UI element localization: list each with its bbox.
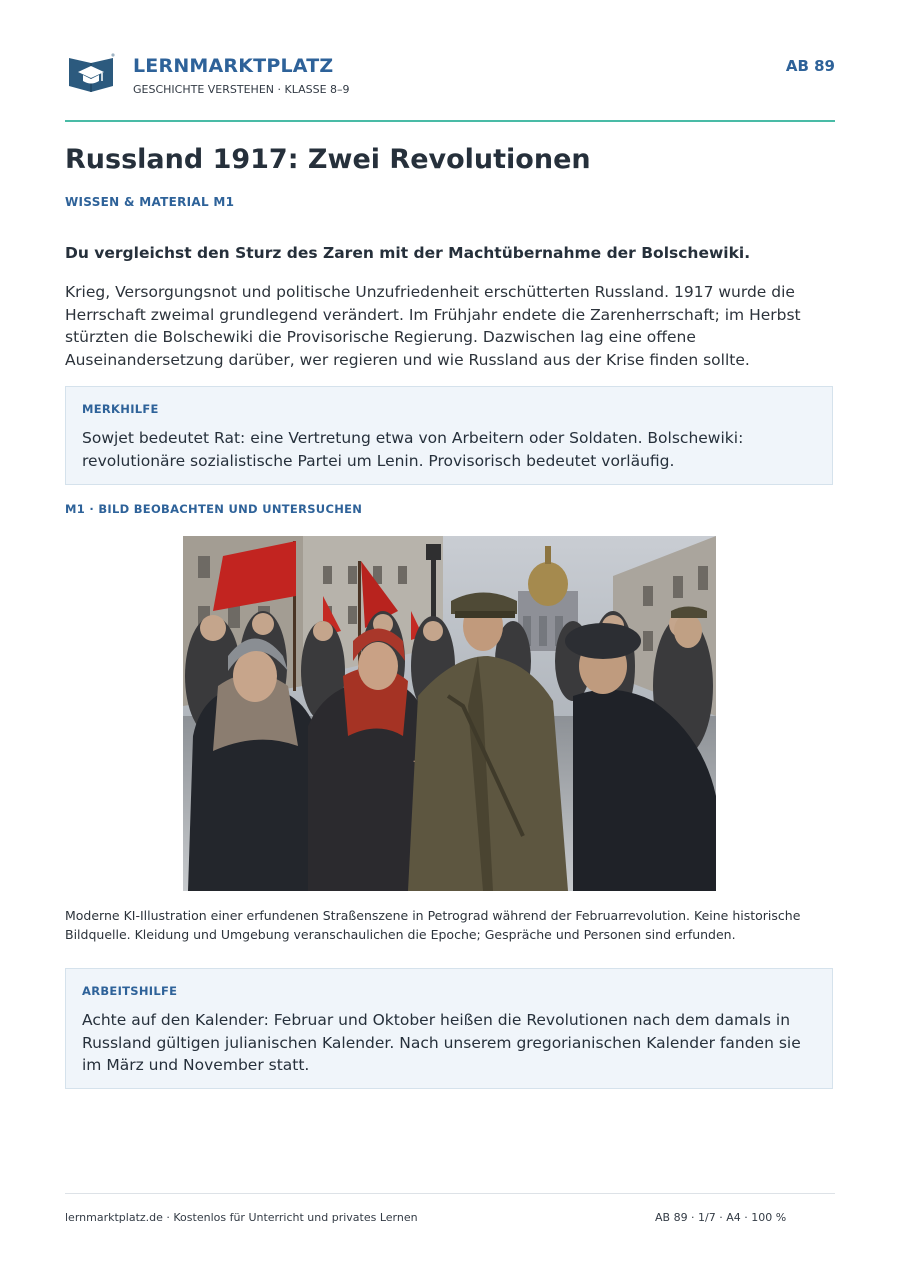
page-header — [65, 50, 835, 110]
page-title: Russland 1917: Zwei Revolutionen — [65, 144, 591, 175]
brand-name: LERNMARKTPLATZ — [133, 55, 334, 77]
section-tag: WISSEN & MATERIAL M1 — [65, 195, 235, 209]
graduation-cap-book-icon — [67, 52, 115, 94]
arbeitshilfe-text: Achte auf den Kalender: Februar und Oktober heißen die Revolutionen nach dem damals in Russland gültigen julianischen Kalender. Nach unserem gregorianischen Kalender fanden sie im März und November statt. — [82, 1011, 801, 1074]
petrograd-street-illustration — [183, 536, 716, 891]
brand-subtitle: GESCHICHTE VERSTEHEN · KLASSE 8–9 — [133, 83, 350, 96]
merkhilfe-text: Sowjet bedeutet Rat: eine Vertretung etwa von Arbeitern oder Soldaten. Bolschewiki: revolutionäre sozialistische Partei um Lenin. Provisorisch bedeutet vorläufig. — [82, 429, 744, 470]
m1-label: M1 · BILD BEOBACHTEN UND UNTERSUCHEN — [65, 502, 363, 516]
worksheet-code: AB 89 — [785, 57, 835, 75]
arbeitshilfe-label: ARBEITSHILFE — [82, 984, 178, 998]
footer-divider — [65, 1193, 835, 1194]
footer-site: lernmarktplatz.de · Kostenlos für Unterricht und privates Lernen — [65, 1211, 418, 1224]
image-caption: Moderne KI-Illustration einer erfundenen Straßenszene in Petrograd während der Februarrevolution. Keine historische Bildquelle. Kleidung und Umgebung veranschaulichen die Epoche; Gespräche und Personen sind erfunden. — [65, 908, 801, 942]
arbeitshilfe-box — [65, 968, 833, 1089]
lead-sentence: Du vergleichst den Sturz des Zaren mit der Machtübernahme der Bolschewiki. — [65, 244, 751, 262]
intro-paragraph: Krieg, Versorgungsnot und politische Unzufriedenheit erschütterten Russland. 1917 wurde die Herrschaft zweimal grundlegend verändert. Im Frühjahr endete die Zarenherrschaft; im Herbst stürzten die Bolschewiki die Provisorische Regierung. Dazwischen lag eine offene Auseinandersetzung darüber, wer regieren und wie Russland aus der Krise finden sollte. — [65, 283, 801, 369]
header-divider — [65, 120, 835, 122]
merkhilfe-box — [65, 386, 833, 485]
merkhilfe-label: MERKHILFE — [82, 402, 159, 416]
footer-page-info: AB 89 · 1/7 · A4 · 100 % — [655, 1211, 787, 1224]
